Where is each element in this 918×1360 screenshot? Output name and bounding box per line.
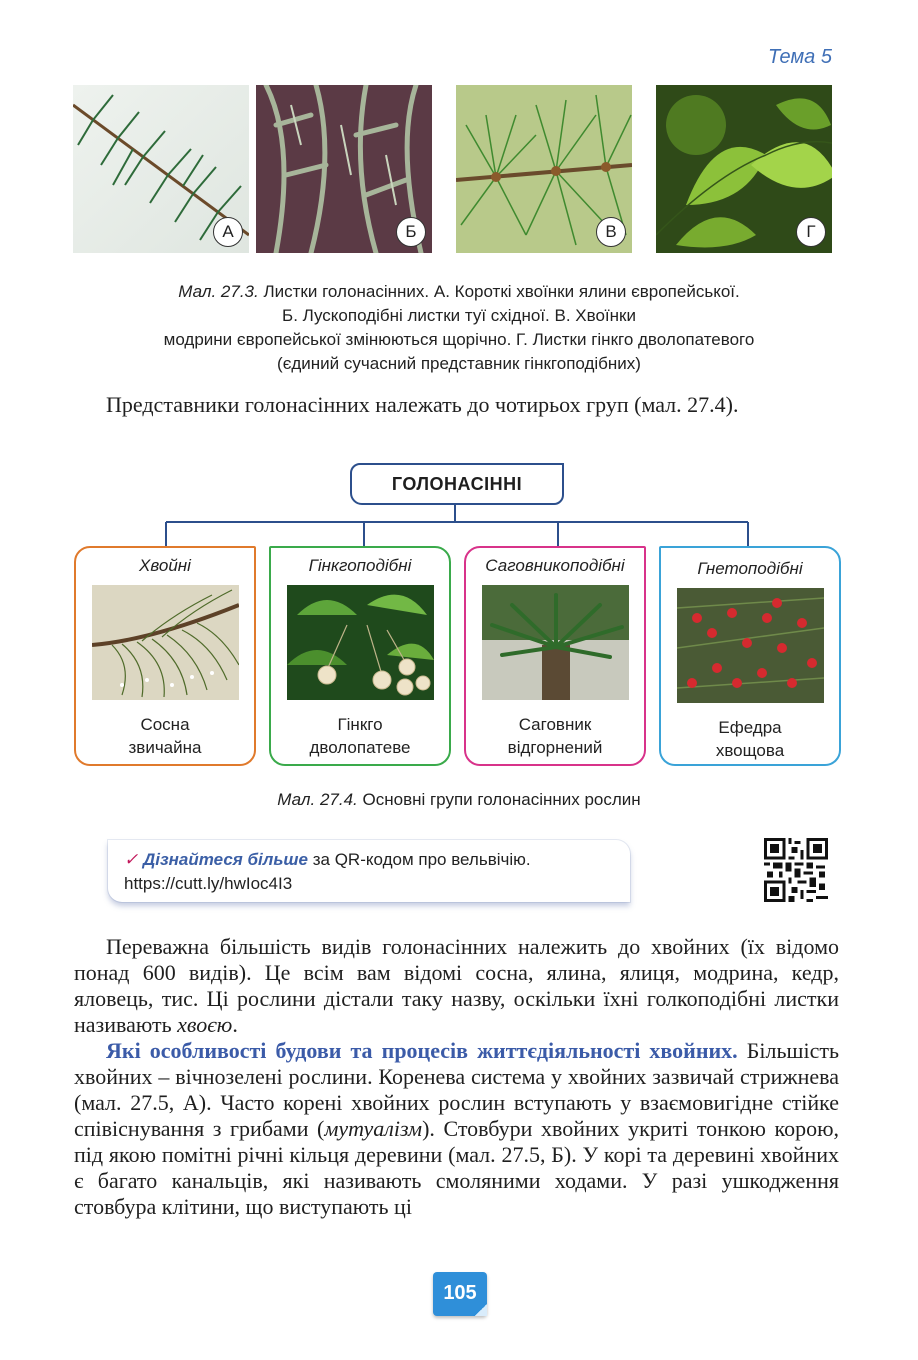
photo-badge-d: Г	[796, 217, 826, 247]
species-line: дволопатеве	[309, 738, 411, 757]
qr-code-icon[interactable]	[764, 838, 828, 902]
species-line: відгорнений	[507, 738, 603, 757]
species-line: хвощова	[715, 741, 785, 760]
caption-label: Мал. 27.4.	[277, 790, 358, 809]
text-span: .	[232, 1012, 238, 1037]
term-italic: хвоєю	[177, 1012, 233, 1037]
main-text	[74, 934, 839, 1220]
caption-line: Б. Лускоподібні листки туї східної. В. Хвоїнки	[282, 306, 636, 325]
cycad-photo	[482, 585, 629, 700]
check-icon: ✓	[124, 850, 139, 869]
intro-paragraph: Представники голонасінних належать до чотирьох груп (мал. 27.4).	[106, 392, 739, 417]
text-span: ). Стовбури хвойних укриті тонкою корою, під якою помітні річні кільця деревини (мал. 27.5, Б). У корі та деревині хвойних є багато канальців, які називають смоляними ходами. У разі ушкодження стовбура клітини, що виступають ці	[74, 1116, 839, 1219]
group-conifers	[74, 546, 256, 766]
group-species	[466, 713, 644, 759]
group-species	[271, 713, 449, 759]
species-line: Саговник	[518, 715, 592, 734]
learn-more-line	[124, 850, 531, 870]
learn-more-text: за QR-кодом про вельвічію.	[312, 850, 531, 869]
section-heading: Які особливості будови та процесів життєдіяльності хвойних.	[106, 1038, 738, 1063]
text-span: Більшість хвойних – вічнозелені рослини. Коренева система у хвойних зазвичай стрижнева (мал. 27.5, А). Часто корені хвойних рослин вступають у взаємовигідне стійке співіснування з грибами (	[74, 1038, 839, 1141]
group-species	[76, 713, 254, 759]
group-gnetophytes	[659, 546, 841, 766]
group-title: Хвойні	[139, 556, 191, 575]
group-title: Гінкгоподібні	[308, 556, 412, 575]
learn-more-url[interactable]: https://cutt.ly/hwIoc4I3	[124, 874, 293, 893]
paragraph-features	[74, 1038, 839, 1220]
group-title: Саговникоподібні	[485, 556, 625, 575]
page-number: 105	[433, 1272, 487, 1316]
caption-line: модрини європейської змінюються щорічно. Г. Листки гінкго дволопатевого	[163, 330, 755, 349]
caption-line: Листки голонасінних. А. Короткі хвоїнки ялини європейської.	[263, 282, 740, 301]
topic-label: Тема 5	[768, 46, 832, 68]
pine-photo	[92, 585, 239, 700]
group-ginkgos	[269, 546, 451, 766]
ginkgo-seeds-photo	[287, 585, 434, 700]
learn-more-box	[108, 840, 630, 902]
species-line: звичайна	[128, 738, 202, 757]
photo-badge-c: В	[596, 217, 626, 247]
species-line: Гінкго	[337, 715, 383, 734]
species-line: Ефедра	[718, 718, 782, 737]
species-line: Сосна	[140, 715, 190, 734]
figure-caption-27-4	[0, 790, 918, 810]
group-cycads	[464, 546, 646, 766]
term-italic: мутуалізм	[324, 1116, 423, 1141]
caption-text: Основні групи голонасінних рослин	[362, 790, 641, 809]
photo-badge-b: Б	[396, 217, 426, 247]
photo-badge-a: А	[213, 217, 243, 247]
caption-line: (єдиний сучасний представник гінкгоподібних)	[277, 354, 641, 373]
ephedra-photo	[677, 588, 824, 703]
group-species	[661, 716, 839, 762]
diagram-root-node: ГОЛОНАСІННІ	[350, 463, 564, 505]
paragraph-conifers	[74, 934, 839, 1038]
learn-more-emphasis: Дізнайтеся більше	[142, 850, 308, 869]
text-span: Переважна більшість видів голонасінних належить до хвойних (їх відомо понад 600 видів). Це всім вам відомі сосна, ялина, ялиця, модрина, кедр, яловець, тис. Ці рослини дістали таку назву, оскільки їхні голкоподібні листки називають	[74, 934, 839, 1037]
group-title: Гнетоподібні	[697, 559, 803, 578]
caption-label: Мал. 27.3.	[178, 282, 259, 301]
